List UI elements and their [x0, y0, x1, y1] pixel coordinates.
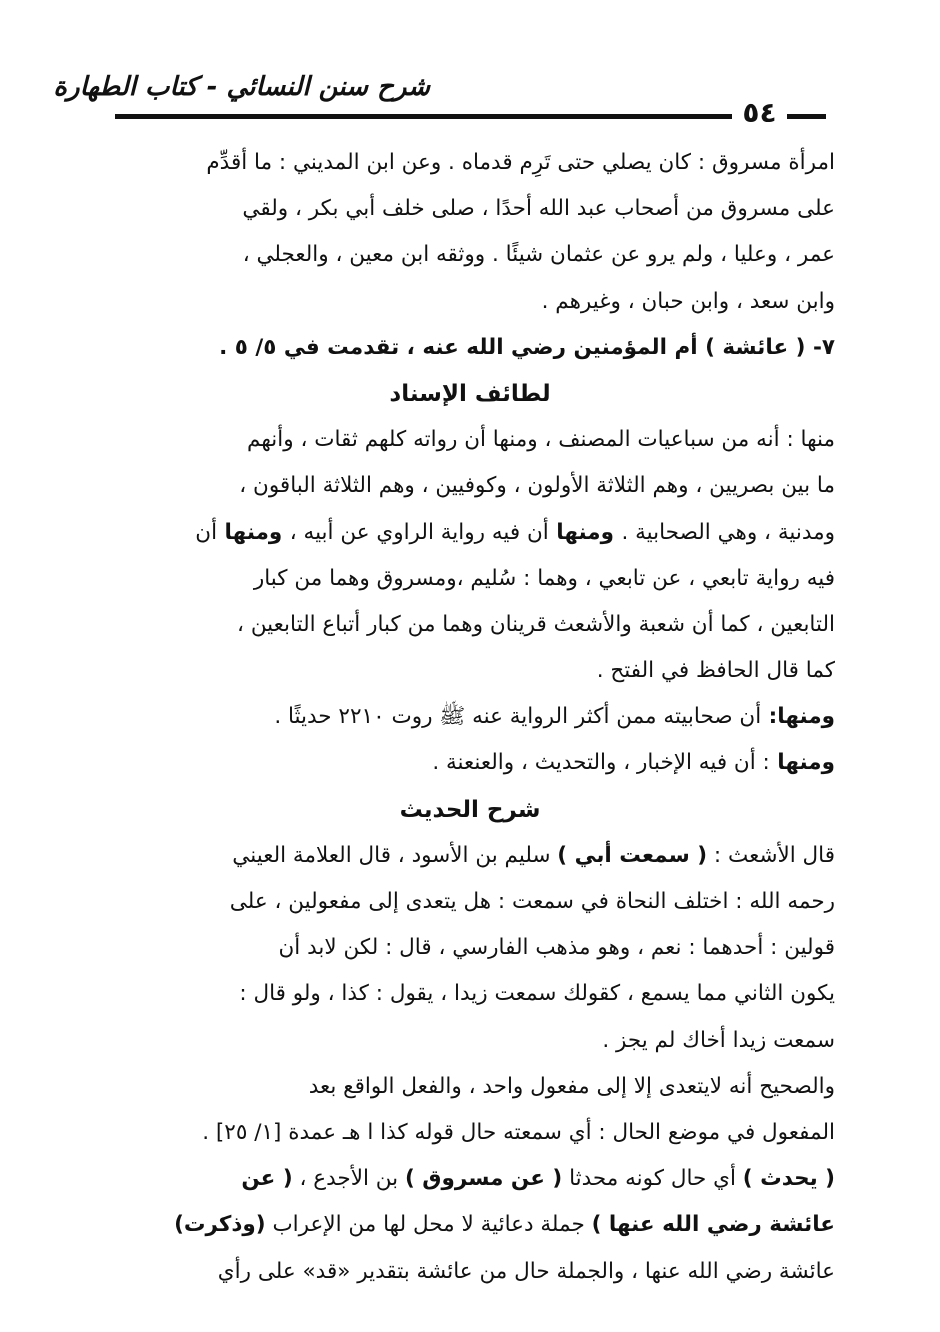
- text-line: ومنها: أن صحابيته ممن أكثر الرواية عنه ﷺ روت ٢٢١٠ حديثًا .: [274, 704, 835, 730]
- text-line: سمعت زيدا أخاك لم يجز .: [602, 1027, 835, 1053]
- text-line: عائشة رضي الله عنها ) جملة دعائية لا محل لها من الإعراب (وذكرت): [174, 1212, 835, 1238]
- text-line: كما قال الحافظ في الفتح .: [596, 658, 835, 684]
- text-line: ومدنية ، وهي الصحابية . ومنها أن فيه رواية الراوي عن أبيه ، ومنها أن: [195, 519, 835, 545]
- text-line: والصحيح أنه لايتعدى إلا إلى مفعول واحد ، والفعل الواقع بعد: [308, 1073, 835, 1099]
- text-line: المفعول في موضع الحال : أي سمعته حال قوله كذا ا هـ عمدة [١/ ٢٥] .: [202, 1119, 835, 1145]
- text-line: منها : أنه من سباعيات المصنف ، ومنها أن رواته كلهم ثقات ، وأنهم: [247, 427, 835, 453]
- text-line: امرأة مسروق : كان يصلي حتى تَرِم قدماه . وعن ابن المديني : ما أقدِّم: [206, 150, 835, 175]
- header-rule: [115, 114, 825, 119]
- text-line: ( يحدث ) أي حال كونه محدثا ( عن مسروق ) بن الأجدع ، ( عن: [241, 1166, 835, 1192]
- text-line: قال الأشعث : ( سمعت أبي ) سليم بن الأسود ، قال العلامة العيني: [232, 842, 835, 868]
- narrator-entry: ٧- ( عائشة ) أم المؤمنين رضي الله عنه ، تقدمت في ٥/ ٥ .: [219, 334, 835, 360]
- text-line: ما بين بصريين ، وهم الثلاثة الأولون ، وكوفيين ، وهم الثلاثة الباقون ،: [239, 473, 835, 499]
- text-line: التابعين ، كما أن شعبة والأشعث قرينان وهما من كبار أتباع التابعين ،: [237, 611, 835, 637]
- text-line: عمر ، وعليا ، ولم يرو عن عثمان شيئًا . ووثقه ابن معين ، والعجلي ،: [242, 242, 835, 268]
- header-dash: [790, 114, 826, 119]
- text-line: وابن سعد ، وابن حبان ، وغيرهم .: [541, 288, 835, 314]
- text-line: يكون الثاني مما يسمع ، كقولك سمعت زيدا ، يقول : كذا ، ولو قال :: [239, 981, 835, 1007]
- text-line: فيه رواية تابعي ، عن تابعي ، وهما : سُليم ،ومسروق وهما من كبار: [253, 565, 835, 591]
- text-line: قولين : أحدهما : نعم ، وهو مذهب الفارسي ، قال : لكن لابد أن: [278, 935, 835, 961]
- text-line: على مسروق من أصحاب عبد الله أحدًا ، صلى خلف أبي بكر ، ولقي: [242, 196, 835, 222]
- text-line: عائشة رضي الله عنها ، والجملة حال من عائشة بتقدير «قد» على رأي: [217, 1258, 835, 1284]
- body-text: [105, 140, 835, 1295]
- text-line: ومنها : أن فيه الإخبار ، والتحديث ، والعنعنة .: [432, 750, 835, 776]
- page-number: ٥٤: [732, 96, 787, 129]
- section-heading: شرح الحديث: [399, 796, 541, 823]
- section-heading: لطائف الإسناد: [389, 380, 551, 407]
- running-title: شرح سنن النسائي - كتاب الطهارة: [53, 72, 430, 102]
- text-line: رحمه الله : اختلف النحاة في سمعت : هل يتعدى إلى مفعولين ، على: [229, 889, 835, 914]
